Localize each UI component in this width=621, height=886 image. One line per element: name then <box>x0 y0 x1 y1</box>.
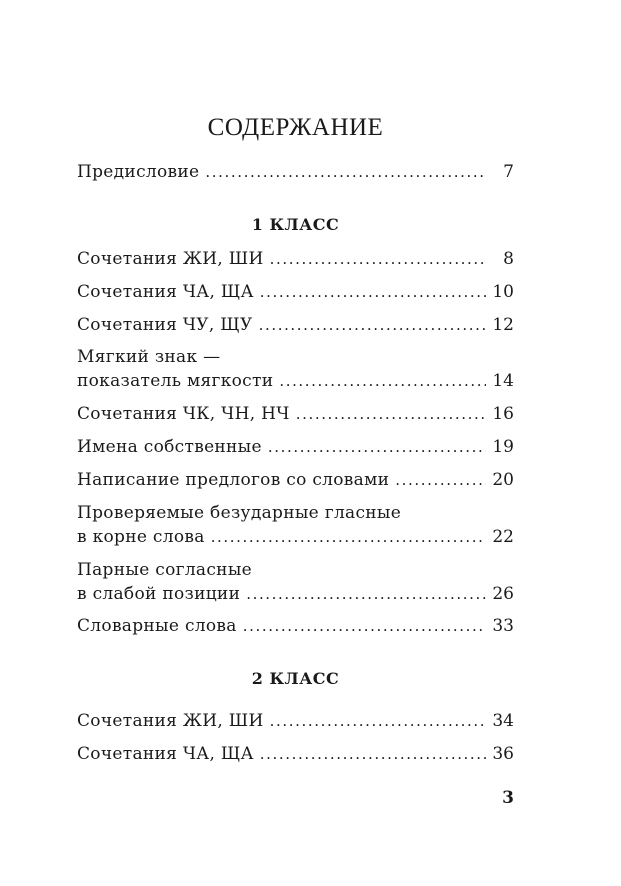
toc-entry-page: 10 <box>492 282 514 302</box>
leader-dots <box>296 402 486 426</box>
leader-dots <box>246 582 486 606</box>
page-number: 3 <box>502 788 514 808</box>
toc-entry[interactable] <box>77 402 514 426</box>
toc-entry-page: 20 <box>492 470 514 490</box>
leader-dots <box>260 280 486 304</box>
leader-dots <box>259 313 486 337</box>
toc-entry[interactable] <box>77 468 514 492</box>
toc-entry-page: 34 <box>492 711 514 731</box>
section-heading-1: 1 КЛАСС <box>251 215 340 234</box>
toc-entry[interactable] <box>77 313 514 337</box>
section-heading-2: 2 КЛАСС <box>251 669 340 688</box>
toc-entry-label: Сочетания ЧУ, ЩУ <box>77 315 253 335</box>
toc-entry-label: Предисловие <box>77 162 200 182</box>
toc-entry-label-line1: Мягкий знак — <box>77 347 221 367</box>
toc-entry[interactable] <box>77 709 514 733</box>
toc-entry-page: 19 <box>492 437 514 457</box>
toc-entry-page: 8 <box>503 249 514 269</box>
leader-dots <box>268 435 486 459</box>
toc-entry-label: Сочетания ЧК, ЧН, НЧ <box>77 404 290 424</box>
toc-entry-label: Сочетания ЧА, ЩА <box>77 282 254 302</box>
leader-dots <box>270 709 486 733</box>
toc-entry[interactable] <box>77 501 514 549</box>
toc-entry-page: 22 <box>492 527 514 547</box>
toc-title: СОДЕРЖАНИЕ <box>207 114 384 141</box>
toc-entry-page: 36 <box>492 744 514 764</box>
toc-entry[interactable] <box>77 614 514 638</box>
toc-entry-label: Словарные слова <box>77 616 237 636</box>
toc-entry-label: Сочетания ЖИ, ШИ <box>77 711 264 731</box>
toc-entry-label-line1: Проверяемые безударные гласные <box>77 503 402 523</box>
toc-page <box>77 0 514 886</box>
leader-dots <box>270 247 486 271</box>
toc-entry-label: Сочетания ЧА, ЩА <box>77 744 254 764</box>
toc-entry-page: 26 <box>492 584 514 604</box>
leader-dots <box>260 742 486 766</box>
toc-entry-page: 14 <box>492 371 514 391</box>
toc-entry[interactable] <box>77 345 514 393</box>
toc-entry-page: 16 <box>492 404 514 424</box>
toc-entry-label-line2: в корне слова <box>77 527 205 547</box>
leader-dots <box>395 468 486 492</box>
toc-entry[interactable] <box>77 558 514 606</box>
toc-entry-label-line2: в слабой позиции <box>77 584 241 604</box>
toc-entry-label: Сочетания ЖИ, ШИ <box>77 249 264 269</box>
leader-dots <box>211 525 486 549</box>
leader-dots <box>243 614 486 638</box>
toc-entry-preface[interactable] <box>77 160 514 184</box>
leader-dots <box>279 369 486 393</box>
toc-entry-label-line2: показатель мягкости <box>77 371 274 391</box>
toc-entry-label: Написание предлогов со словами <box>77 470 390 490</box>
toc-entry-label: Имена собственные <box>77 437 262 457</box>
toc-entry[interactable] <box>77 742 514 766</box>
toc-entry-page: 12 <box>492 315 514 335</box>
toc-entry[interactable] <box>77 280 514 304</box>
toc-entry-page: 33 <box>492 616 514 636</box>
leader-dots <box>205 160 486 184</box>
toc-entry[interactable] <box>77 247 514 271</box>
toc-entry-label-line1: Парные согласные <box>77 560 253 580</box>
toc-entry[interactable] <box>77 435 514 459</box>
toc-entry-page: 7 <box>503 162 514 182</box>
